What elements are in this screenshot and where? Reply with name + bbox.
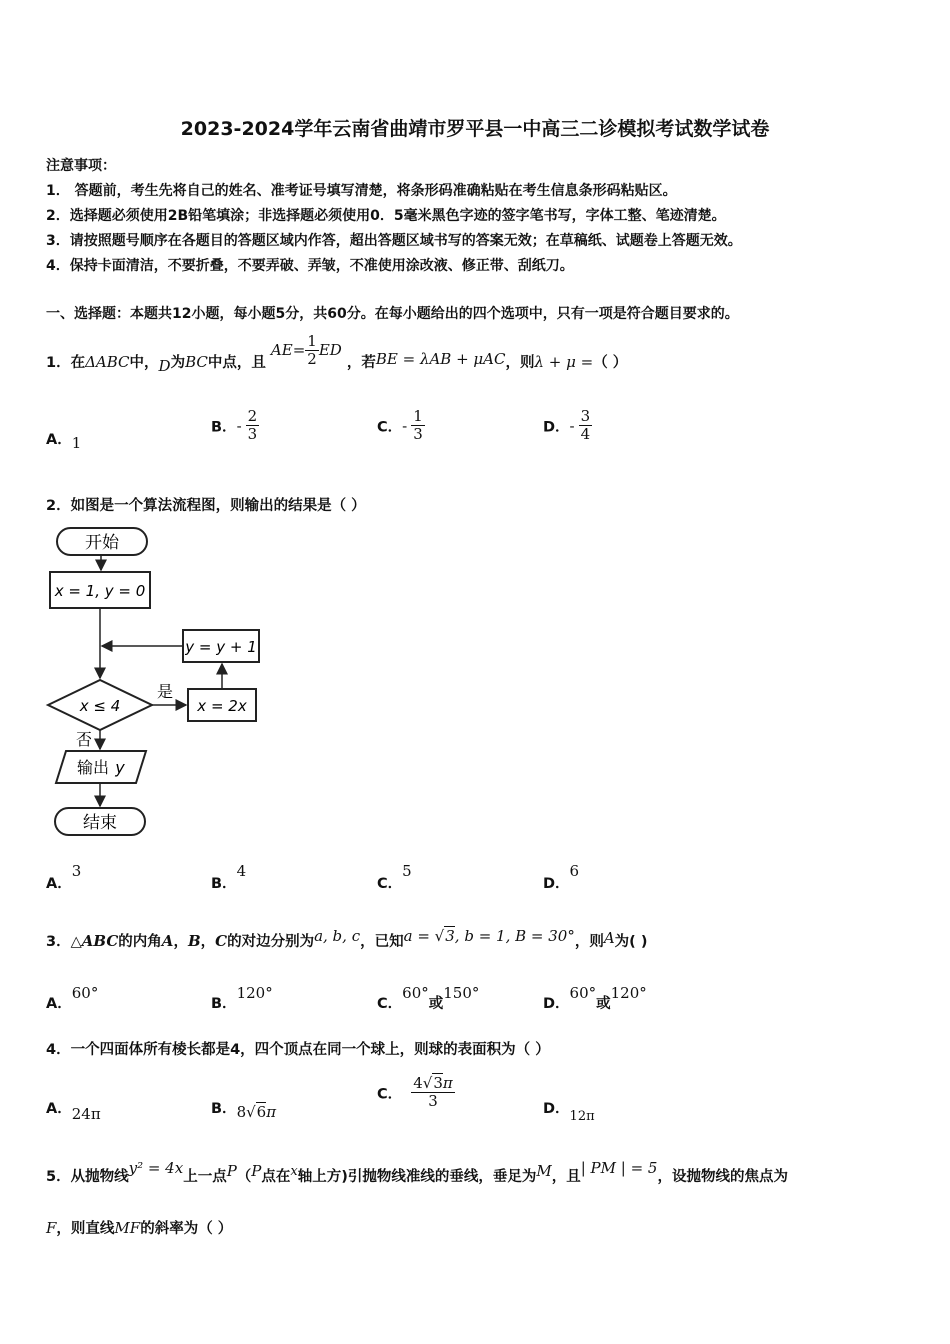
q2-option-c[interactable]: C．5 bbox=[377, 862, 412, 892]
question-2: 2．如图是一个算法流程图，则输出的结果是（ ） bbox=[46, 498, 366, 514]
q1-option-d[interactable]: D．- $\frac{3}{4}$ bbox=[543, 407, 591, 444]
question-5-cont: F，则直线MF的斜率为（ ） bbox=[46, 1219, 233, 1237]
flow-start-label: 开始 bbox=[85, 533, 119, 553]
notice-item: 3．请按照题号顺序在各题目的答题区域内作答，超出答题区域书写的答案无效；在草稿纸、试题卷上答题无效。 bbox=[46, 233, 742, 249]
question-4: 4．一个四面体所有棱长都是4，四个顶点在同一个球上，则球的表面积为（ ） bbox=[46, 1042, 550, 1058]
flow-end-label: 结束 bbox=[83, 813, 117, 833]
flow-no-label: 否 bbox=[75, 730, 93, 749]
q1-option-c[interactable]: C．- $\frac{1}{3}$ bbox=[377, 407, 423, 444]
question-3: 3．△ABC的内角A，B，C的对边分别为a, b, c，已知a = √3, b = 1, B = 30°，则A为( ) bbox=[46, 927, 648, 950]
flow-update-y-label: y = y + 1 bbox=[185, 638, 257, 656]
notice-item: 2．选择题必须使用2B铅笔填涂；非选择题必须使用0．5毫米黑色字迹的签字笔书写，字体工整、笔迹清楚。 bbox=[46, 208, 726, 224]
flow-yes-label: 是 bbox=[156, 682, 174, 701]
q2-option-a[interactable]: A．3 bbox=[46, 862, 82, 892]
notice-item: 4．保持卡面清洁，不要折叠，不要弄破、弄皱，不准使用涂改液、修正带、刮纸刀。 bbox=[46, 258, 574, 274]
flow-output-label: 输出 bbox=[76, 758, 110, 777]
q3-option-b[interactable]: B．120° bbox=[211, 984, 273, 1012]
q3-option-d[interactable]: D．60°或120° bbox=[543, 984, 647, 1012]
flow-update-x-label: x = 2x bbox=[197, 697, 247, 715]
q3-option-c[interactable]: C．60°或150° bbox=[377, 984, 480, 1012]
flow-init-label: x = 1, y = 0 bbox=[54, 582, 146, 600]
flow-output-var: y bbox=[115, 758, 125, 777]
q1-option-a[interactable]: A．1 bbox=[46, 432, 82, 452]
q4-option-a[interactable]: A．24π bbox=[46, 1101, 101, 1123]
q3-option-a[interactable]: A．60° bbox=[46, 984, 99, 1012]
q4-option-b[interactable]: B．8√6π bbox=[211, 1101, 277, 1121]
flowchart bbox=[40, 522, 280, 852]
notice-item: 1． 答题前，考生先将自己的姓名、准考证号填写清楚，将条形码准确粘贴在考生信息条形码粘贴区。 bbox=[46, 183, 677, 199]
notice-heading: 注意事项： bbox=[46, 158, 116, 174]
question-1: 1．在ΔABC中，D为BC中点，且 AE= $\frac{1}{2}$ ED ，若BE = λAB + μAC，则λ + μ =（ ） bbox=[46, 332, 628, 375]
q1-option-b[interactable]: B．- $\frac{2}{3}$ bbox=[211, 407, 258, 444]
question-5: 5．从抛物线y² = 4x上一点P（P点在x轴上方)引抛物线准线的垂线，垂足为M，且| PM | = 5，设抛物线的焦点为 bbox=[46, 1159, 788, 1185]
q2-option-b[interactable]: B．4 bbox=[211, 862, 247, 892]
q2-option-d[interactable]: D．6 bbox=[543, 862, 580, 892]
section-heading: 一、选择题：本题共12小题，每小题5分，共60分。在每小题给出的四个选项中，只有一项是符合题目要求的。 bbox=[46, 306, 739, 322]
page-title: 2023-2024学年云南省曲靖市罗平县一中高三二诊模拟考试数学试卷 bbox=[180, 118, 770, 140]
q4-option-d[interactable]: D．$_{12\pi}$ bbox=[543, 1101, 595, 1124]
flow-condition-label: x ≤ 4 bbox=[79, 697, 121, 715]
q4-option-c[interactable]: C． $\frac{4√3\pi}{3}$ bbox=[377, 1074, 453, 1111]
